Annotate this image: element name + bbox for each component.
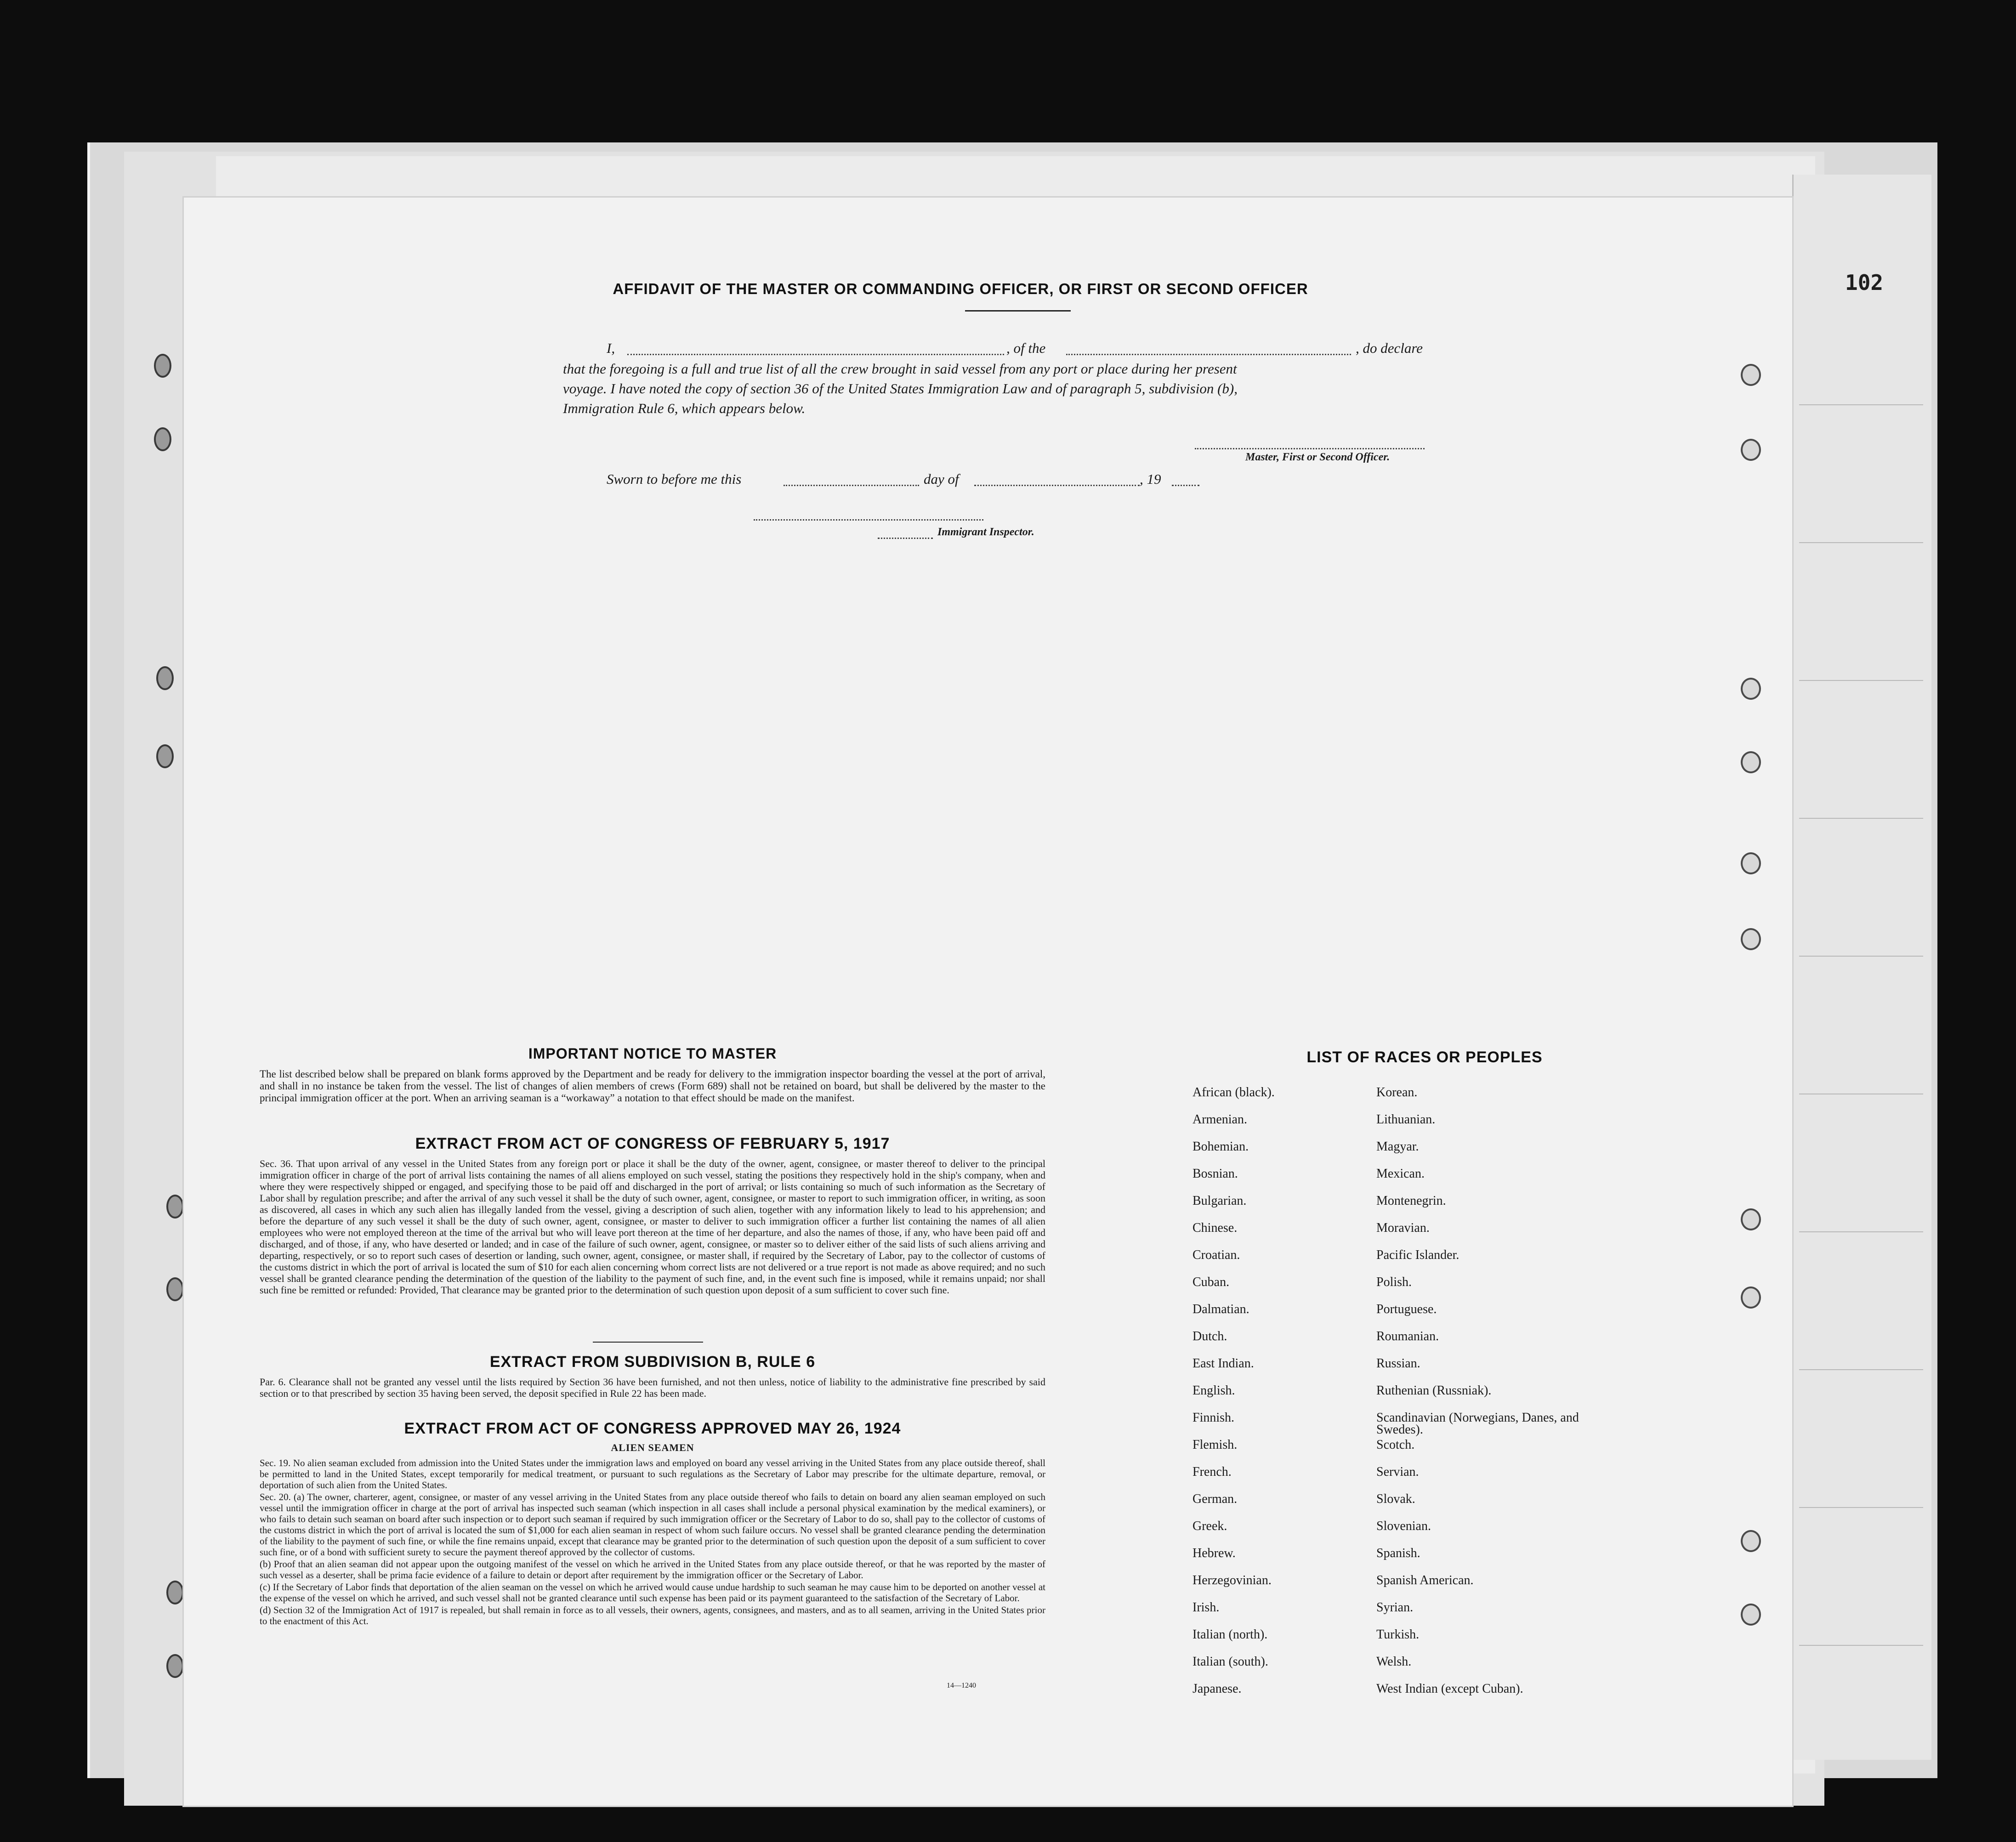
sworn-to-label: Sworn to before me this (607, 471, 742, 487)
race-item: Cuban. (1193, 1275, 1230, 1289)
race-item: Croatian. (1193, 1248, 1240, 1262)
ledger-line (1799, 1645, 1923, 1646)
affidavit-of-the: , of the (1006, 340, 1046, 356)
extract-1924-paragraph: (d) Section 32 of the Immigration Act of 1917 is repealed, but shall remain in force as to all vessels, their owners, agents, consignees, and masters, and as to all seamen, arriving in the United States prior to the enactment of this Act. (260, 1604, 1045, 1627)
day-blank (784, 485, 919, 486)
race-item: Moravian. (1376, 1221, 1430, 1235)
extract-1924-paragraph: (c) If the Secretary of Labor finds that deportation of the alien seaman on the vessel on which he arrived would cause undue hardship to such seaman he may cause him to be deported on another vessel at the expense of the vessel on which he arrived, and such vessel shall not be granted clearance until such expense has been paid or its payment guaranteed to the satisfaction of the Secretary of Labor. (260, 1581, 1045, 1604)
binder-hole (1741, 1208, 1761, 1230)
affidavit-i: I, (607, 340, 615, 356)
race-item: Flemish. (1193, 1438, 1238, 1452)
race-item: Lithuanian. (1376, 1112, 1436, 1127)
inspector-label: Immigrant Inspector. (937, 526, 1034, 538)
extract-1917-title: EXTRACT FROM ACT OF CONGRESS OF FEBRUARY 5, 1917 (415, 1135, 890, 1152)
race-item: Syrian. (1376, 1600, 1414, 1615)
binder-hole (156, 744, 174, 768)
race-item: Irish. (1193, 1600, 1220, 1615)
race-item: Spanish. (1376, 1546, 1420, 1560)
title-rule (965, 310, 1071, 312)
race-item: Finnish. (1193, 1411, 1235, 1425)
inspector-blank-2 (878, 538, 933, 539)
race-item: Servian. (1376, 1465, 1419, 1479)
form-number: 14—1240 (947, 1682, 976, 1689)
binder-hole (1741, 928, 1761, 950)
race-item: Roumanian. (1376, 1329, 1439, 1343)
race-item: Italian (south). (1193, 1655, 1268, 1669)
ledger-line (1799, 1231, 1923, 1232)
race-item: Pacific Islander. (1376, 1248, 1459, 1262)
race-item: Welsh. (1376, 1655, 1412, 1669)
race-item: Dutch. (1193, 1329, 1227, 1343)
notice-title: IMPORTANT NOTICE TO MASTER (528, 1045, 777, 1062)
race-item: Japanese. (1193, 1682, 1242, 1696)
race-item: French. (1193, 1465, 1232, 1479)
binder-hole (1741, 364, 1761, 386)
binder-hole (1741, 439, 1761, 461)
race-item: Turkish. (1376, 1627, 1420, 1642)
ledger-line (1799, 680, 1923, 681)
race-item: Armenian. (1193, 1112, 1247, 1127)
binder-hole (1741, 1604, 1761, 1626)
race-item: Russian. (1376, 1356, 1420, 1371)
affidavit-line-3: voyage. I have noted the copy of section 36 of the United States Immigration Law and of paragraph 5, subdivision (b), (563, 380, 1238, 397)
binder-hole (1741, 852, 1761, 874)
race-item: Dalmatian. (1193, 1302, 1249, 1316)
year-label: , 19 (1140, 471, 1161, 487)
binder-hole (156, 666, 174, 690)
binder-hole (1741, 1530, 1761, 1552)
ledger-sheet (1792, 175, 1931, 1760)
ledger-line (1799, 542, 1923, 543)
ledger-line (1799, 956, 1923, 957)
vessel-blank (1066, 354, 1351, 355)
race-item: Magyar. (1376, 1139, 1419, 1154)
race-item: Spanish American. (1376, 1573, 1474, 1587)
race-item: English. (1193, 1383, 1235, 1398)
month-blank (974, 485, 1140, 486)
year-blank (1172, 485, 1199, 486)
race-item: Bosnian. (1193, 1167, 1238, 1181)
extract-rule6-title: EXTRACT FROM SUBDIVISION B, RULE 6 (489, 1353, 816, 1371)
extract-1924-paragraph: Sec. 20. (a) The owner, charterer, agent, consignee, or master of any vessel arriving in the United States from any place outside thereof who fails to detain on board any alien seaman employed on such vessel until the immigration officer in charge at the port of arrival has inspected such seaman (which inspection in all cases shall include a personal physical examination by the medical examiners), or who fails to detain such seaman on board after such inspection or to deport such seaman if required by such immigration officer or the Secretary of Labor to do so, shall pay to the collector of customs of the customs district in which the port of arrival is located the sum of $1,000 for each alien seaman in respect of whom such failure occurs. No vessel shall be granted clearance pending the determination of the liability to the payment of such fine, or while the fine remains unpaid, except that clearance may be granted prior to the determination of such question upon the deposit of a sum sufficient to cover such fine, or of a bond with sufficient surety to secure the payment thereof approved by the collector of customs. (260, 1491, 1045, 1558)
race-item: Korean. (1376, 1085, 1418, 1100)
race-item: Mexican. (1376, 1167, 1425, 1181)
binder-hole (166, 1195, 184, 1219)
race-item: Hebrew. (1193, 1546, 1236, 1560)
extract-rule6-text: Par. 6. Clearance shall not be granted any vessel until the lists required by Section 36 have been furnished, and not then unless, notice of liability to the administrative fine prescribed by said section or to that prescribed by section 35 having been served, the deposit specified in Rule 22 has been made. (260, 1376, 1045, 1399)
race-item: East Indian. (1193, 1356, 1254, 1371)
extract-1924-subtitle: ALIEN SEAMEN (611, 1442, 694, 1453)
affidavit-line-1 (607, 340, 1664, 358)
race-item: Bulgarian. (1193, 1194, 1247, 1208)
ledger-line (1799, 1369, 1923, 1370)
race-item: Herzegovinian. (1193, 1573, 1272, 1587)
extract-1924-paragraph: (b) Proof that an alien seaman did not appear upon the outgoing manifest of the vessel on which he arrived in the United States from any place outside thereof, or that he was reported by the master of such vessel as a deserter, shall be prima facie evidence of a failure to detain or deport after requirement by the immigration officer or the Secretary of Labor. (260, 1559, 1045, 1581)
binder-hole (166, 1581, 184, 1604)
races-title: LIST OF RACES OR PEOPLES (1306, 1049, 1543, 1066)
name-blank (627, 354, 1004, 355)
affidavit-do-declare: , do declare (1356, 340, 1423, 356)
section-rule (593, 1342, 703, 1343)
ledger-line (1799, 1507, 1923, 1508)
race-item: German. (1193, 1492, 1238, 1506)
race-item: Polish. (1376, 1275, 1412, 1289)
extract-1924-title: EXTRACT FROM ACT OF CONGRESS APPROVED MAY 26, 1924 (404, 1420, 901, 1437)
day-of-label: day of (924, 471, 959, 487)
extract-1924-body (260, 1457, 1045, 1627)
binder-hole (154, 427, 171, 451)
race-item: Scotch. (1376, 1438, 1415, 1452)
race-item: Scandinavian (Norwegians, Danes, and Swedes). (1376, 1411, 1579, 1437)
binder-hole (1741, 678, 1761, 700)
race-item: Italian (north). (1193, 1627, 1268, 1642)
binder-hole (166, 1654, 184, 1678)
race-item: African (black). (1193, 1085, 1275, 1100)
binder-hole (166, 1277, 184, 1301)
race-item: Slovak. (1376, 1492, 1415, 1506)
notice-text: The list described below shall be prepared on blank forms approved by the Department and be ready for delivery to the immigration inspector boarding the vessel at the port of arrival, and shall in no instance be taken from the vessel. The list of changes of alien members of crews (Form 689) shall not be retained on board, but shall be delivered by the master to the principal immigration officer at the port. When an arriving seaman is a “workaway” a notation to that effect should be made on the manifest. (260, 1068, 1045, 1104)
binder-hole (1741, 1287, 1761, 1309)
inspector-blank (754, 519, 983, 521)
form-page (184, 198, 1792, 1806)
extract-1924-paragraph: Sec. 19. No alien seaman excluded from admission into the United States under the immigration laws and employed on board any vessel arriving in the United States from any place outside thereof, shall be permitted to land in the United States, except temporarily for medical treatment, or pursuant to such regulations as the Secretary of Labor may prescribe for the ultimate departure, removal, or deportation of such alien from the United States. (260, 1457, 1045, 1491)
binder-hole (154, 354, 171, 378)
page-number: 102 (1845, 270, 1884, 295)
binder-hole (1741, 751, 1761, 773)
race-item: West Indian (except Cuban). (1376, 1682, 1523, 1696)
sworn-line (607, 471, 1342, 489)
affidavit-title: AFFIDAVIT OF THE MASTER OR COMMANDING OFFICER, OR FIRST OR SECOND OFFICER (613, 280, 1308, 297)
signature-label: Master, First or Second Officer. (1245, 451, 1390, 463)
affidavit-line-2: that the foregoing is a full and true list of all the crew brought in said vessel from any port or place during her present (563, 361, 1237, 377)
race-item: Portuguese. (1376, 1302, 1437, 1316)
signature-blank (1195, 448, 1425, 449)
race-item: Montenegrin. (1376, 1194, 1446, 1208)
race-item: Greek. (1193, 1519, 1227, 1533)
race-item: Bohemian. (1193, 1139, 1249, 1154)
affidavit-line-4: Immigration Rule 6, which appears below. (563, 400, 806, 416)
race-item: Slovenian. (1376, 1519, 1431, 1533)
race-item: Chinese. (1193, 1221, 1238, 1235)
ledger-line (1799, 404, 1923, 405)
ledger-line (1799, 818, 1923, 819)
race-item: Ruthenian (Russniak). (1376, 1383, 1492, 1398)
extract-1917-text: Sec. 36. That upon arrival of any vessel in the United States from any foreign port or place it shall be the duty of the owner, agent, consignee, or master thereof to deliver to the principal immigration officer in charge of the port of arrival lists containing the names of all aliens employed on such vessel, stating the positions they respectively hold in the ship's company, when and where they were respectively shipped or engaged, and specifying those to be paid off and discharged in the port of arrival; or lists containing so much of such information as the Secretary of Labor shall by regulation prescribe; and after the arrival of any such vessel it shall be the duty of such owner, agent, consignee, or master to report to such immigration officer, in writing, as soon as discovered, all cases in which any such alien has illegally landed from the vessel, giving a description of such alien, together with any information likely to lead to his apprehension; and before the departure of any such vessel it shall be the duty of such owner, agent, consignee, or master to deliver to such immigration officer a further list containing the names of all alien employees who were not employed thereon at the time of the arrival but who will leave port thereon at the time of her departure, and also the names of those, if any, who have been paid off and discharged, and of those, if any, who have deserted or landed; and in case of the failure of such owner, agent, consignee, or master so to deliver either of the said lists of such aliens arriving and departing, respectively, or so to report such cases of desertion or landing, such owner, agent, consignee, or master shall, if required by the Secretary of Labor, pay to the collector of customs of the customs district in which the port of arrival is located the sum of $10 for each alien concerning whom correct lists are not delivered or a true report is not made as above required; and no such vessel shall be granted clearance pending the determination of the question of the liability to the payment of such fine, and, in the event such fine is imposed, while it remains unpaid; nor shall such fine be remitted or refunded: Provided, That clearance may be granted prior to the determination of such question upon deposit of a sum sufficient to cover such fine. (260, 1158, 1045, 1296)
